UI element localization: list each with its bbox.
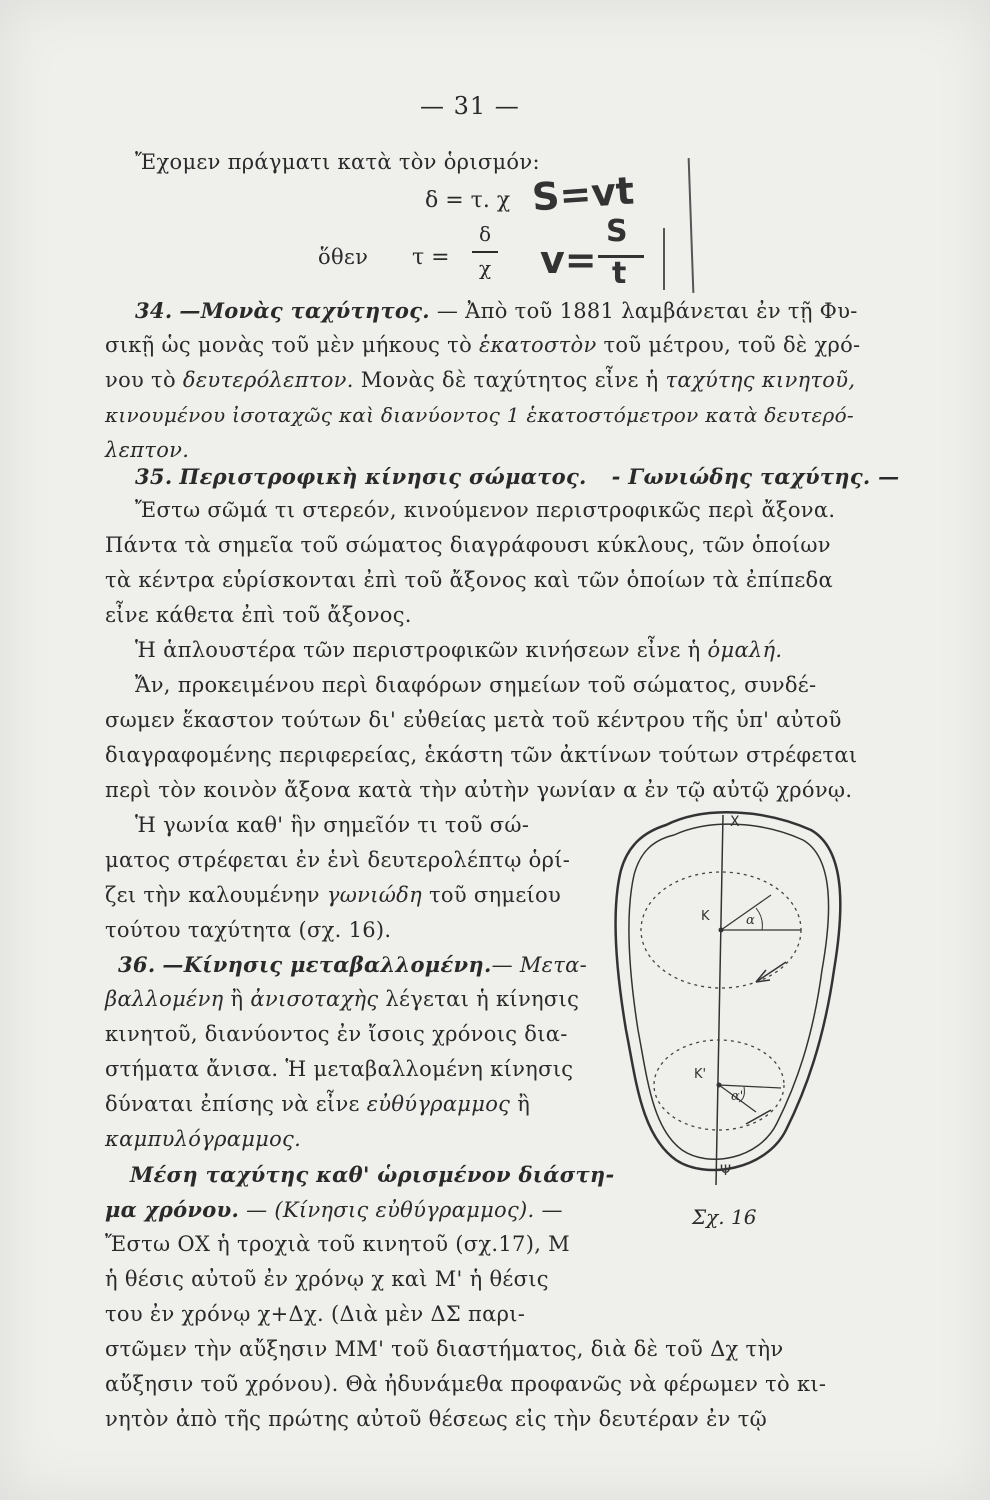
sub-line-5: αὔξησιν τοῦ χρόνου). Θὰ ἠδυνάμεθα προφανῶς νὰ φέρωμεν τὸ κι- xyxy=(105,1372,827,1396)
sec36-text-5c: ἢ xyxy=(510,1092,531,1116)
sub-line-2: ἡ θέσις αὐτοῦ ἐν χρόνῳ χ καὶ Μ' ἡ θέσις xyxy=(105,1267,549,1291)
sec34-line-3 xyxy=(105,368,855,392)
sec34-line-1 xyxy=(135,298,858,323)
label-x: X xyxy=(730,814,740,830)
sec36-number: 36. xyxy=(118,952,156,977)
sec34-text-3a: νου τὸ xyxy=(105,368,183,392)
sub-line-1: Ἔστω ΟΧ ἡ τροχιὰ τοῦ κινητοῦ (σχ.17), Μ xyxy=(105,1232,570,1256)
formula-2-numerator: δ xyxy=(478,222,492,246)
sec35-text-12b: γωνιώδη xyxy=(326,883,422,907)
sec34-text-2b: ἑκατοστὸν xyxy=(478,333,597,357)
sec35-line-7: σωμεν ἕκαστον τούτων δι' εὐθείας μετὰ τοῦ κέντρου τῆς ὑπ' αὐτοῦ xyxy=(105,708,842,732)
label-k1: K xyxy=(701,909,710,924)
sec36-text-1b: Μετα- xyxy=(519,953,588,977)
sub-title-1: Μέση ταχύτης καθ' ὡρισμένον διάστη- xyxy=(130,1162,615,1187)
sec34-text-2c: τοῦ μέτρου, τοῦ δὲ χρό- xyxy=(596,333,861,357)
sec35-title: Περιστροφικὴ κίνησις σώματος. xyxy=(179,464,587,489)
formula-intro: Ἔχομεν πράγματι κατὰ τὸν ὁρισμόν: xyxy=(135,150,540,174)
sec36-text-2b: ἢ xyxy=(223,987,251,1011)
sec36-text-2d: λέγεται ἡ κίνησις xyxy=(378,987,580,1011)
sec35-line-4: εἶνε κάθετα ἐπὶ τοῦ ἄξονος. xyxy=(105,603,412,627)
sub-title-2b: — (Κίνησις εὐθύγραμμος). — xyxy=(239,1198,563,1222)
sub-title-2a: μα χρόνου. xyxy=(105,1197,240,1222)
lower-radius-1 xyxy=(719,1085,781,1088)
sec36-text-2c: ἀνισοταχὴς xyxy=(250,987,379,1011)
formula-2-lhs: τ = xyxy=(412,245,450,270)
sec35-line-11: ματος στρέφεται ἐν ἑνὶ δευτερολέπτῳ ὁρί- xyxy=(105,848,571,872)
sec35-number: 35. xyxy=(135,464,173,489)
sec34-text-2a: σικῇ ὡς μονὰς τοῦ μὲν μήκους τὸ xyxy=(105,333,479,357)
sec36-text-5a: δύναται ἐπίσης νὰ εἶνε xyxy=(105,1092,367,1116)
sec35-line-10: Ἡ γωνία καθ' ἣν σημεῖόν τι τοῦ σώ- xyxy=(135,813,530,837)
upper-angle-arc xyxy=(756,908,762,930)
handwritten-stroke-1 xyxy=(663,228,665,290)
sec35-line-6: Ἄν, προκειμένου περὶ διαφόρων σημείων τοῦ σώματος, συνδέ- xyxy=(135,673,817,697)
figure-16 xyxy=(596,790,866,1250)
sec35-line-5 xyxy=(135,638,782,662)
sec36-line-4: στήματα ἄνισα. Ἡ μεταβαλλομένη κίνησις xyxy=(105,1057,574,1081)
sec35-line-1: Ἔστω σῶμά τι στερεόν, κινούμενον περιστροφικῶς περὶ ἄξονα. xyxy=(135,498,836,522)
sec34-text-1: — Ἀπὸ τοῦ 1881 λαμβάνεται ἐν τῇ Φυ- xyxy=(436,299,858,323)
sec34-text-3d: ταχύτης κινητοῦ, xyxy=(665,368,856,392)
label-alpha-2: α' xyxy=(731,1089,744,1104)
handwritten-note-t: t xyxy=(612,256,627,291)
sec36-line-3: κινητοῦ, διανύοντος ἐν ἴσοις χρόνοις δια- xyxy=(105,1022,568,1046)
sec36-heading xyxy=(118,952,587,977)
sec35-text-5a: Ἡ ἁπλουστέρα τῶν περιστροφικῶν κινήσεων εἶνε ἡ xyxy=(135,638,708,662)
lower-arrow xyxy=(746,1110,771,1124)
sec34-line-5: λεπτον. xyxy=(105,438,190,462)
sec35-text-12c: τοῦ σημείου xyxy=(421,883,562,907)
upper-arrow-head xyxy=(756,970,770,982)
figure-caption: Σχ. 16 xyxy=(692,1205,757,1229)
handwritten-note-v: v= xyxy=(540,238,597,282)
sec34-text-3b: δευτερόλεπτον. xyxy=(182,368,354,392)
body-outline-outer xyxy=(616,812,841,1170)
figure-16-drawing xyxy=(596,790,866,1210)
sec34-title: —Μονὰς ταχύτητος. xyxy=(179,298,430,323)
sec36-title: —Κίνησις μεταβαλλομένη. xyxy=(162,952,492,977)
sec35-line-2: Πάντα τὰ σημεῖα τοῦ σώματος διαγράφουσι κύκλους, τῶν ὁποίων xyxy=(105,533,831,557)
sec34-line-2 xyxy=(105,333,860,357)
sec36-line-5 xyxy=(105,1092,530,1116)
sec36-text-5b: εὐθύγραμμος xyxy=(366,1092,511,1116)
upper-center-point xyxy=(719,928,724,933)
sec35-text-12a: ζει τὴν καλουμένην xyxy=(105,883,327,907)
sec35-line-3: τὰ κέντρα εὑρίσκονται ἐπὶ τοῦ ἄξονος καὶ τῶν ὁποίων τὰ ἐπίπεδα xyxy=(105,568,833,592)
sec34-line-4: κινουμένου ἰσοταχῶς καὶ διανύοντος 1 ἑκατοστόμετρον κατὰ δευτερό- xyxy=(105,403,854,427)
sub-title-2 xyxy=(105,1197,563,1222)
formula-2-denominator: χ xyxy=(478,256,492,280)
sub-line-4: στῶμεν τὴν αὔξησιν ΜΜ' τοῦ διαστήματος, διὰ δὲ τοῦ Δχ τὴν xyxy=(105,1337,784,1361)
sec35-line-12 xyxy=(105,883,561,907)
sub-line-3: του ἐν χρόνῳ χ+Δχ. (Διὰ μὲν ΔΣ παρι- xyxy=(105,1302,526,1326)
handwritten-note-svt: S=vt xyxy=(530,168,636,220)
formula-2-bar xyxy=(472,251,498,253)
sec36-line-6: καμπυλόγραμμος. xyxy=(105,1127,302,1151)
sec34-text-3c: Μονὰς δὲ ταχύτητος εἶνε ἡ xyxy=(353,368,666,392)
lower-center-point xyxy=(717,1083,722,1088)
label-k2: K' xyxy=(694,1067,707,1082)
formula-othen: ὅθεν xyxy=(318,245,369,269)
formula-1: δ = τ. χ xyxy=(425,188,511,213)
label-alpha-1: α xyxy=(746,913,755,928)
sec35-line-13: τούτου ταχύτητα (σχ. 16). xyxy=(105,918,392,942)
sec36-text-2a: βαλλομένη xyxy=(105,987,224,1011)
label-psi: Ψ xyxy=(720,1163,732,1179)
sec35-heading xyxy=(135,464,899,489)
sec34-number: 34. xyxy=(135,298,173,323)
page-number: — 31 — xyxy=(420,92,520,120)
handwritten-stroke-2 xyxy=(688,158,695,293)
sec35-text-5b: ὁμαλή. xyxy=(707,638,783,662)
sec35-line-8: διαγραφομένης περιφερείας, ἑκάστη τῶν ἀκτίνων τούτων στρέφεται xyxy=(105,743,858,767)
sec36-text-1a: — xyxy=(491,953,520,977)
sec36-line-2 xyxy=(105,987,579,1011)
upper-arrow xyxy=(756,962,786,982)
handwritten-note-s: S xyxy=(606,214,628,249)
sec35-line-9: περὶ τὸν κοινὸν ἄξονα κατὰ τὴν αὐτὴν γωνίαν α ἐν τῷ αὐτῷ χρόνῳ. xyxy=(105,778,853,802)
sub-line-6: νητὸν ἀπὸ τῆς πρώτης αὐτοῦ θέσεως εἰς τὴν δευτέραν ἐν τῷ xyxy=(105,1407,768,1431)
body-outline-inner xyxy=(629,824,829,1159)
sec35-title-2: - Γωνιώδης ταχύτης. — xyxy=(611,464,900,489)
